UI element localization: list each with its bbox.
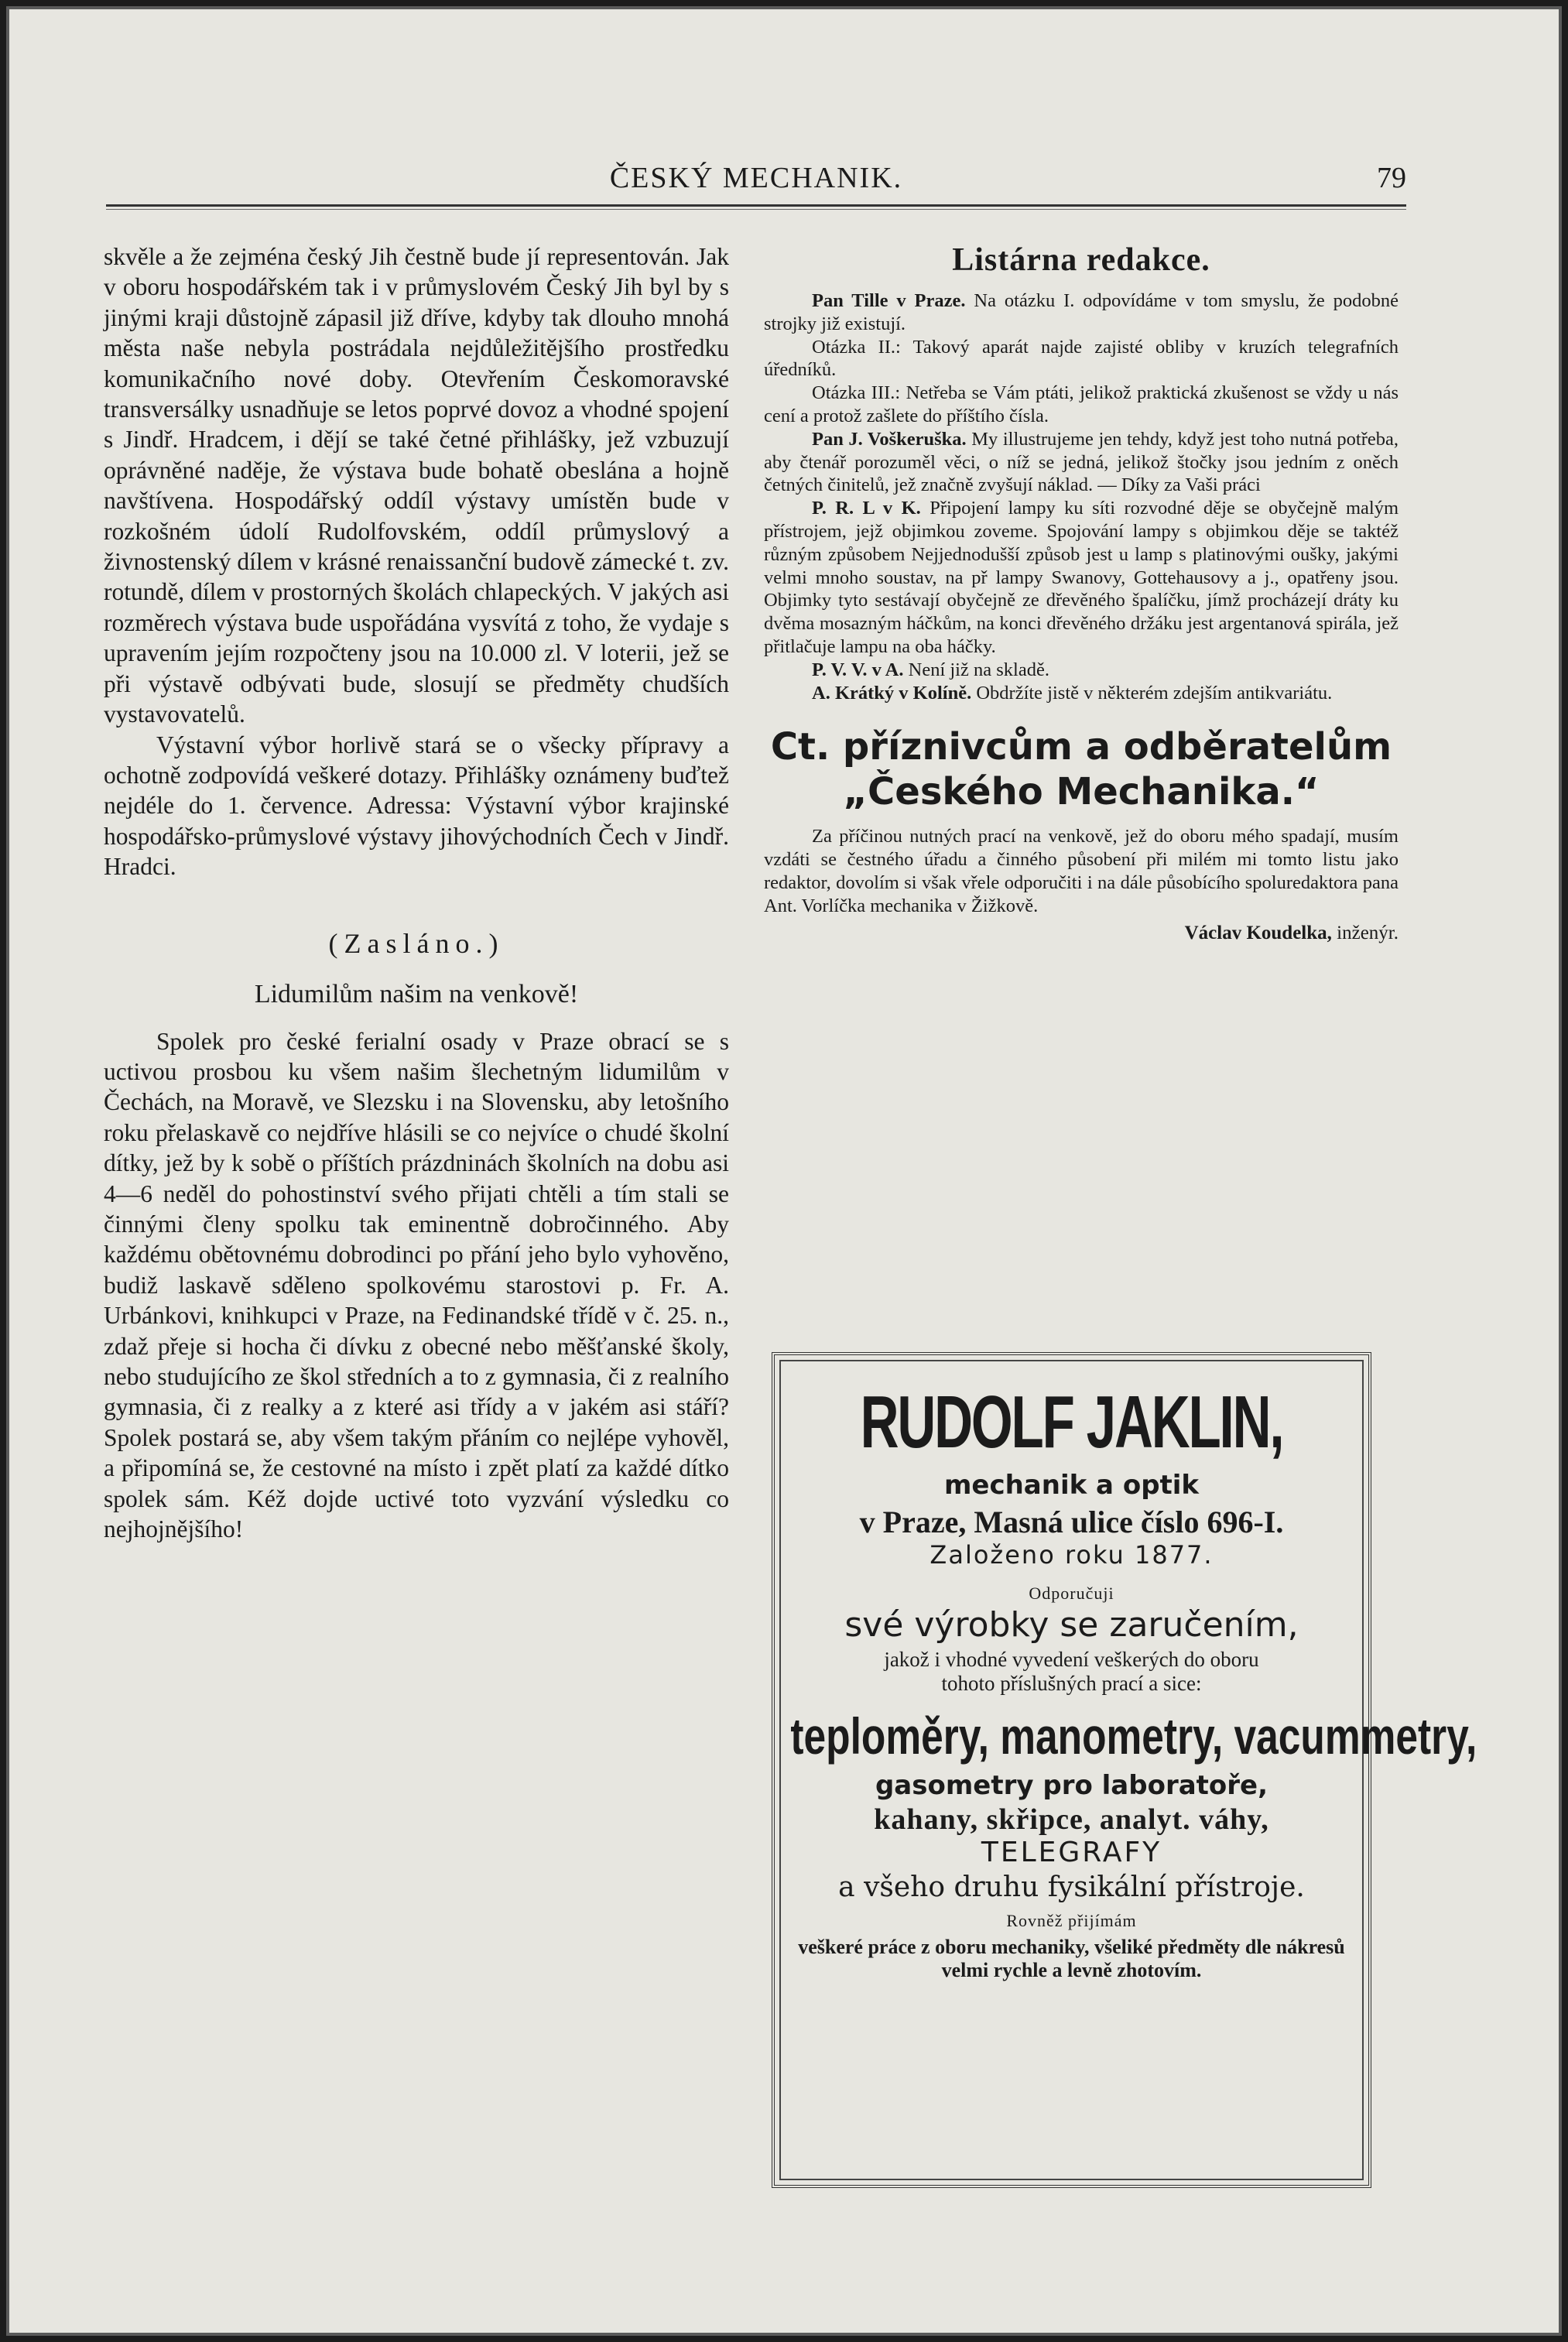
- ad-line: své výrobky se zaručením,: [844, 1605, 1299, 1645]
- ad-line: veškeré práce z oboru mechaniky, všeliké předměty dle nákresů velmi rychle a levně zhotovím.: [798, 1936, 1345, 1981]
- letter-text: Připojení lampy ku síti rozvodné děje se obyčejně malým přístrojem, jejž objimkou zoveme. Spojování lampy s objimkou děje se taktéž různým způsobem Nejjednodušší způsob jest u lamp s platinovými oušky, jakými velmi mnoho soustav, na př lampy Swanovy, Gottehausovy a j., opatřeny jsou. Objimky tyto sestávají obyčejně ze dřevěného špalíčku, jímž procházejí dráty ku dvěma mosazným háčkům, na konci dřevěného držáku jest argentanová spirála, jež přitlačuje lampu na oba háčky.: [764, 498, 1399, 657]
- letter-text: Otázka III.: Netřeba se Vám ptáti, jelikož praktická zkušenost se vždy u nás cení a protož zašlete do příštího čísla.: [764, 382, 1399, 426]
- letter-entry: [764, 428, 1399, 497]
- advertisement: [772, 1352, 1477, 2188]
- ad-line: kahany, skřipce, analyt. váhy,: [874, 1803, 1269, 1836]
- letter-recipient: Pan J. Voškeruška.: [812, 428, 967, 450]
- exhibition-committee-paragraph: Výstavní výbor horlivě stará se o všecky přípravy a ochotně zodpovídá veškeré dotazy. Přihlášky oznámeny buďtež nejdéle do 1. července. Adressa: Výstavní výbor krajinské hospodářsko-průmyslové výstavy jihovýchodních Čech v Jindř. Hradci.: [104, 731, 729, 881]
- header-rule-thin: [106, 209, 1406, 210]
- left-column: [104, 241, 729, 1544]
- exhibition-article-paragraph: skvěle a že zejména český Jih čestně bude jí representován. Jak v oboru hospodářském tak i v průmyslovém Český Jih byl by s jinými kraji důstojně zápasil již dříve, kdyby tak dlouho mnohá města naše nebyla postrádala nejdůležitějšího prostředku komunikačního nové doby. Otevřením Českomoravské transversálky usnadňuje se letos poprvé dovoz a vhodné spojení s Jindř. Hradcem, i dějí se také četné přihlášky, jež vzbuzují oprávněné naděje, že výstava bude bohatě obeslána a hojně navštívena. Hospodářský oddíl výstavy umístěn bude v rozkošném údolí Rudolfovském, oddíl průmyslový a živnostenský dílem v krásné renaissanční budově zámecké t. zv. rotundě, dílem v prostorných školách chlapeckých. V jakých asi rozměrech výstava bude uspořádána vysvítá z toho, že vydaje s upravením jejím rozpočteny jsou na 10.000 zl. V loterii, jež se při výstavě odbývati bude, slosují se předměty chudších vystavovatelů.: [104, 243, 729, 728]
- page-header: [106, 161, 1406, 200]
- ad-founded: Založeno roku 1877.: [930, 1540, 1214, 1570]
- page: [6, 6, 1562, 2336]
- ad-company-name: RUDOLF JAKLIN,: [860, 1381, 1283, 1464]
- letter-entry: [764, 382, 1399, 428]
- ad-products: teploměry, manometry, vacummetry,: [790, 1707, 1477, 1765]
- notice-title-line: „Českého Mechanika.“: [843, 770, 1320, 814]
- page-number: 79: [1377, 162, 1406, 194]
- ad-line: gasometry pro laboratoře,: [875, 1770, 1268, 1801]
- letter-recipient: P. R. L v K.: [812, 498, 921, 519]
- letter-text: Není již na skladě.: [903, 659, 1049, 680]
- letter-entry: [764, 659, 1399, 682]
- appeal-heading: Lidumilům našim na venkově!: [254, 979, 579, 1008]
- listarna-title: Listárna redakce.: [952, 242, 1210, 278]
- letter-entry: [764, 682, 1399, 705]
- notice-title-line: Ct. příznivcům a odběratelům: [770, 725, 1392, 769]
- ad-line: mechanik a optik: [943, 1470, 1200, 1501]
- letter-recipient: A. Krátký v Kolíně.: [812, 682, 972, 704]
- ad-line: jakož i vhodné vyvedení veškerých do oboru: [884, 1648, 1259, 1671]
- ad-line: TELEGRAFY: [981, 1837, 1162, 1868]
- ad-address: v Praze, Masná ulice číslo 696-I.: [859, 1505, 1284, 1539]
- advertisement-inner-frame: [779, 1360, 1477, 2180]
- letter-text: Obdržíte jistě v některém zdejším antikvariátu.: [971, 682, 1333, 704]
- signature-title: inženýr.: [1331, 922, 1399, 943]
- ad-line: Odporučuji: [1029, 1584, 1114, 1603]
- ad-line: Rovněž přijímám: [1006, 1911, 1137, 1930]
- ad-line: a všeho druhu fysikální přístroje.: [838, 1871, 1305, 1903]
- zaslano-heading: (Zasláno.): [328, 927, 505, 959]
- letter-text: Otázka II.: Takový aparát najde zajisté obliby v kruzích telegrafních úředníků.: [764, 336, 1399, 381]
- header-rule: [106, 204, 1406, 207]
- letter-entry: [764, 336, 1399, 382]
- letter-text: My illustrujeme jen tehdy, když jest toho nutná potřeba, aby čtenář porozuměl věci, o níž se jedná, jelikož štočky jsou jedním z oněch četných činitelů, jež značně zvyšují náklad. — Díky za Vaši práci: [764, 428, 1399, 496]
- letter-text: Na otázku I. odpovídáme v tom smyslu, že podobné strojky již existují.: [764, 290, 1399, 334]
- appeal-paragraph: Spolek pro české ferialní osady v Praze obrací se s uctivou prosbou ku všem našim šlechetným lidumilům v Čechách, na Moravě, ve Slezsku i na Slovensku, aby letošního roku přelaskavě co nejdříve hlásili se co nejvíce o chudé školní dítky, jež by k sobě o příštích prázdninách školních na dobu asi 4—6 neděl do pohostinství svého přijati chtěli a tím stali se činnými členy spolku tak eminentně dobročinného. Aby každému obětovnému dobrodinci po přání jeho bylo vyhověno, budiž laskavě sděleno spolkovému starostovi p. Fr. A. Urbánkovi, knihkupci v Praze, na Fedinandské třídě v č. 25. n., zdaž přeje si hocha či dívku z obecné nebo měšťanské školy, nebo studujícího ze škol středních a to z gymnasia, či z realního gymnasia, či z realky a z které asi třídy a v jakém asi stáří? Spolek postará se, aby všem takým přáním co nejlépe vyhověl, a připomíná se, že cestovné na místo i zpět platí za každé dítko spolek sám. Kéž dojde uctivé toto vyzvání výsledku co nejhojnějšího!: [104, 1027, 729, 1543]
- letter-entry: [764, 289, 1399, 336]
- ad-line: tohoto příslušných prací a sice:: [941, 1672, 1202, 1695]
- letter-recipient: Pan Tille v Praze.: [812, 290, 966, 311]
- letter-recipient: P. V. V. v A.: [812, 659, 904, 680]
- journal-title: ČESKÝ MECHANIK.: [609, 162, 903, 194]
- right-column: [764, 241, 1399, 944]
- notice-text: Za příčinou nutných prací na venkově, jež do oboru mého spadají, musím vzdáti se čestného úřadu a činného působení při milém mi tomto listu jako redaktor, dovolím si však vřele odporučiti i na dále působícího spoluredaktora pana Ant. Vorlíčka mechanika v Žižkově.: [764, 826, 1399, 916]
- notice-title: [764, 724, 1399, 814]
- notice-signature: [764, 923, 1399, 944]
- signature-name: Václav Koudelka,: [1184, 922, 1332, 943]
- letter-entry: [764, 497, 1399, 659]
